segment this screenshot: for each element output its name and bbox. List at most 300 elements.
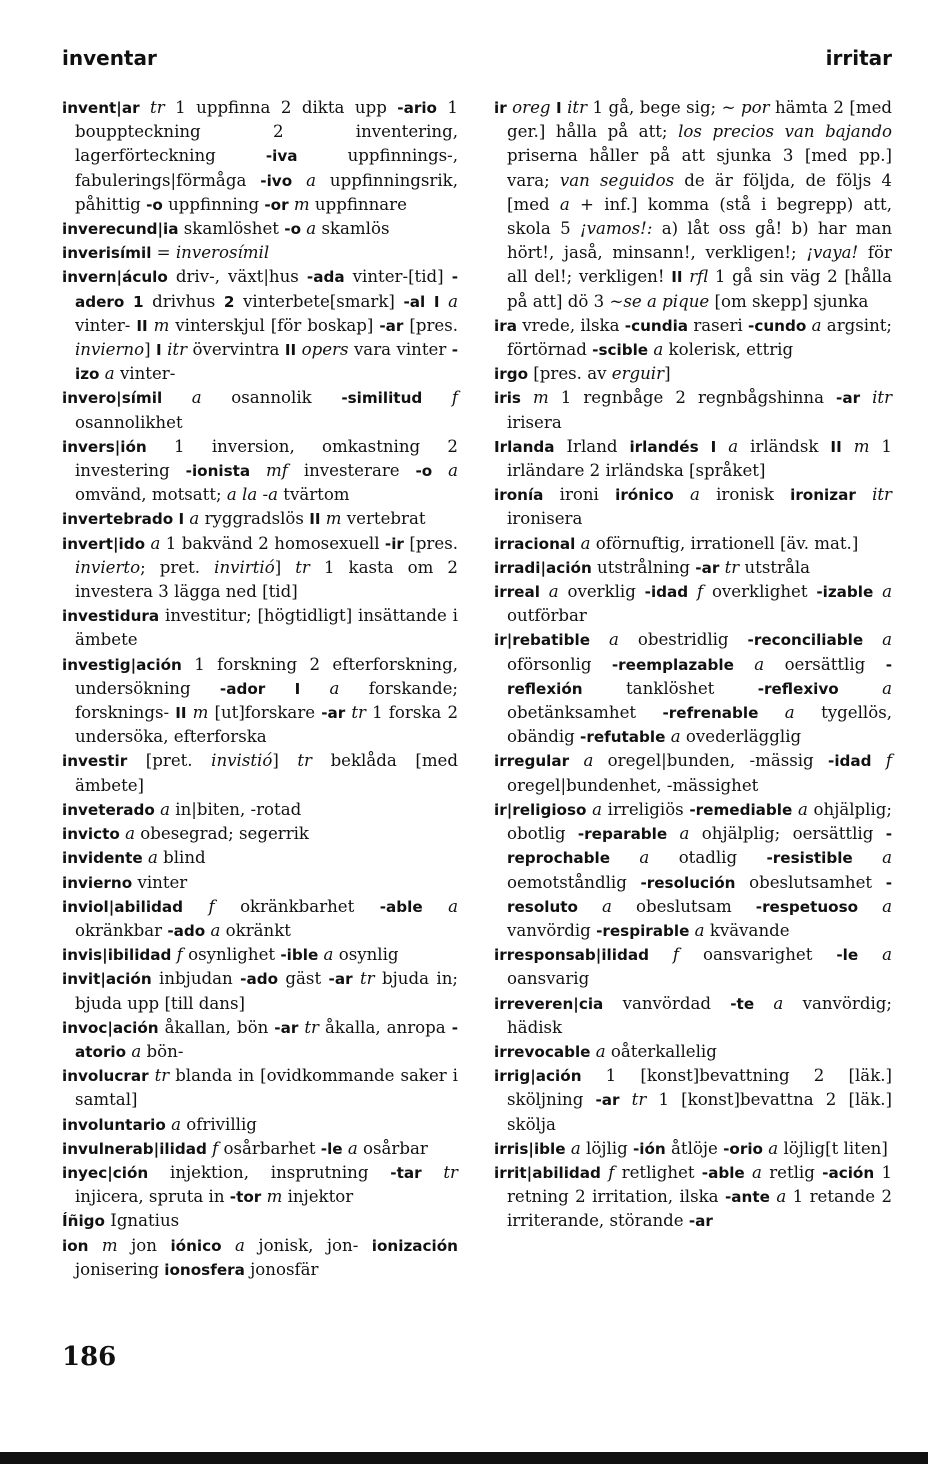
entry-text: forskande; forsknings-: [75, 678, 458, 723]
entry-text: för all del!; verkligen!: [507, 243, 892, 287]
entry-text: ironi: [543, 485, 616, 505]
entry-text: II: [309, 510, 321, 529]
page-header: [62, 46, 892, 80]
dictionary-entry: [62, 1209, 458, 1233]
entry-text: -cundia: [624, 316, 689, 335]
dictionary-entry: [494, 943, 892, 991]
entry-text: 1 bouppteckning 2 inventering, lagerförteckning: [75, 98, 458, 166]
entry-text: oåterkallelig: [610, 1041, 717, 1061]
entry-text: -ante: [724, 1188, 770, 1207]
entry-text: a: [769, 1187, 793, 1207]
entry-text: a: [689, 920, 710, 940]
dictionary-entry: [62, 435, 458, 508]
dictionary-entry: [494, 483, 892, 531]
dictionary-entry: [494, 992, 892, 1040]
entry-text: m: [520, 388, 561, 408]
entry-headword: irreal: [494, 583, 540, 602]
dictionary-entry: [494, 580, 892, 628]
entry-text: 1 inversion, omkastning 2 investering: [75, 436, 458, 481]
entry-text: obetänksamhet: [507, 703, 663, 723]
entry-text: oansvarighet: [703, 945, 837, 965]
entry-headword: involucrar: [62, 1067, 149, 1086]
entry-text: -reconciliable: [747, 631, 864, 650]
entry-text: -respetuoso: [755, 897, 859, 916]
entry-text: driv-, växt|hus: [167, 267, 307, 287]
entry-text: a: [184, 509, 205, 529]
entry-text: injektion, insprutning: [148, 1162, 391, 1182]
entry-text: löjlig[t liten]: [783, 1138, 888, 1158]
entry-text: tanklöshet: [582, 678, 758, 698]
entry-headword: involuntario: [62, 1115, 166, 1134]
entry-text: a: [863, 630, 892, 650]
entry-text: -te: [730, 994, 755, 1013]
entry-text: a: [126, 1041, 147, 1061]
entry-text: tr: [295, 557, 324, 577]
dictionary-entry: [62, 749, 458, 797]
entry-text: bjuda in; bjuda upp [till dans]: [75, 969, 459, 1013]
entry-text: ironizar: [790, 486, 856, 505]
entry-text: oersättlig: [784, 654, 886, 674]
entry-headword: irgo: [494, 365, 529, 384]
entry-text: -tor: [229, 1188, 262, 1207]
entry-headword: investig|ación: [62, 655, 182, 674]
entry-text: -resistible: [766, 849, 853, 868]
entry-text: -ionista: [185, 462, 251, 481]
entry-text: ~se a pique: [609, 291, 715, 311]
entry-text: a: [754, 993, 803, 1013]
entry-headword: ir: [494, 99, 507, 117]
entry-text: a: [162, 388, 232, 408]
entry-text: -remediable: [689, 800, 793, 819]
entry-text: a: [569, 751, 608, 771]
entry-text: overklighet: [711, 582, 817, 602]
entry-text: I: [556, 99, 562, 117]
dictionary-entry: [62, 241, 458, 265]
entry-text: investerare: [303, 461, 416, 481]
entry-text: obeslutsamhet: [735, 872, 886, 892]
entry-text: m: [88, 1235, 132, 1255]
entry-text: investitur; [högtidligt] insättande i ämbete: [75, 606, 458, 650]
entry-text: ; pret.: [140, 557, 215, 577]
entry-text: -ario: [397, 99, 437, 117]
dictionary-entry: [494, 532, 892, 556]
entry-text: -iva: [265, 147, 298, 166]
entry-text: -ar: [274, 1018, 299, 1037]
entry-headword: irreveren|cia: [494, 994, 604, 1013]
entry-text: uppfinnings-, fabulerings|förmåga: [75, 146, 458, 190]
entry-text: m: [288, 194, 315, 214]
entry-text: injicera, spruta in: [75, 1187, 230, 1207]
entry-text: irónico: [615, 486, 674, 505]
entry-text: a: [559, 194, 581, 214]
entry-text: II: [830, 437, 842, 456]
dictionary-entry: [62, 1161, 458, 1209]
entry-text: a: [565, 1138, 587, 1158]
entry-text: tr: [719, 557, 745, 577]
entry-text: osårbar: [363, 1138, 428, 1158]
entry-text: inbjudan: [151, 969, 241, 989]
entry-headword: invertebrado I: [62, 510, 185, 529]
entry-text: -refrenable: [662, 704, 759, 723]
entry-text: tr: [345, 703, 373, 723]
entry-headword: invero|símil: [62, 389, 163, 408]
entry-text: a: [744, 1162, 770, 1182]
entry-text: por: [740, 98, 775, 117]
entry-text: -o: [284, 220, 302, 239]
entry-headword: irregular: [494, 752, 570, 771]
entry-headword: irrig|ación: [494, 1067, 582, 1086]
entry-text: skamlös: [321, 219, 390, 239]
entry-text: -reflexivo: [757, 679, 839, 698]
entry-text: -resoluto: [507, 873, 892, 916]
entry-text: outförbar: [507, 606, 587, 626]
entry-headword: irradi|ación: [494, 558, 592, 577]
dictionary-entry: [494, 556, 892, 580]
entry-text: iónico: [170, 1236, 222, 1255]
dictionary-entry: [62, 1016, 458, 1064]
dictionary-entry: [494, 362, 892, 386]
entry-text: ohjälplig; oersättlig: [701, 824, 886, 844]
entry-text: m: [261, 1187, 288, 1207]
entry-text: itr: [855, 485, 892, 505]
entry-text: -reflexión: [507, 655, 892, 698]
entry-text: -orio: [723, 1139, 763, 1158]
entry-text: ionización: [371, 1236, 458, 1255]
entry-text: raseri: [688, 315, 749, 335]
right-column: [494, 96, 892, 1234]
entry-headword: invent|ar: [62, 99, 140, 117]
entry-text: åkallan, bön: [158, 1017, 275, 1037]
entry-text: -ar: [688, 1212, 713, 1231]
entry-text: a: [205, 920, 226, 940]
entry-text: a: [806, 315, 827, 335]
entry-text: kolerisk, ettrig: [668, 340, 794, 360]
entry-text: ironisera: [507, 509, 583, 529]
entry-text: priserna håller på att sjunka 3 [med pp.] vara;: [507, 146, 892, 190]
entry-text: injektor: [287, 1187, 354, 1207]
entry-text: okränkt: [225, 920, 291, 940]
entry-text: retlighet: [621, 1162, 702, 1182]
entry-text: ionosfera: [164, 1260, 245, 1279]
entry-text: gäst: [278, 969, 329, 989]
entry-text: vertebrat: [346, 509, 426, 529]
entry-text: osynlig: [338, 945, 399, 965]
entry-text: vanvördad: [603, 993, 731, 1013]
entry-text: osynlighet: [188, 945, 281, 965]
entry-text: -idad: [644, 583, 689, 602]
entry-text: vanvördig; hädisk: [507, 993, 892, 1037]
entry-text: -izable: [816, 583, 874, 602]
entry-text: a) låt oss gå! b) har man hört!, jaså, minsann!, verkligen!;: [507, 219, 893, 263]
entry-text: 1 bakvänd 2 homosexuell: [165, 533, 385, 553]
entry-text: oregel|bundenhet, -mässighet: [507, 775, 759, 795]
entry-text: itr: [561, 98, 593, 117]
entry-text: itr: [161, 340, 193, 360]
entry-text: f: [871, 751, 892, 771]
entry-text: 1 regnbåge 2 regnbågshinna: [560, 388, 837, 408]
entry-text: 2: [223, 292, 235, 311]
entry-text: 1 forska 2 undersöka, efterforska: [75, 703, 458, 747]
entry-text: m: [147, 315, 176, 335]
entry-text: 1 gå, bege sig; ~: [592, 98, 741, 117]
entry-text: a: [318, 945, 339, 965]
left-column: [62, 96, 458, 1282]
entry-headword: inviol|abilidad: [62, 897, 184, 916]
dictionary-entry: [494, 798, 892, 943]
entry-headword: invierno: [62, 873, 133, 892]
entry-text: beklåda [med ämbete]: [75, 751, 458, 795]
entry-text: a: [852, 848, 892, 868]
entry-headword: ira: [494, 316, 517, 335]
entry-text: a: [154, 799, 176, 819]
dictionary-entry: [62, 1064, 458, 1112]
entry-text: mf: [250, 461, 304, 481]
entry-text: vinter-: [75, 315, 137, 335]
entry-text: tvärtom: [283, 485, 350, 505]
entry-text: otadlig: [678, 848, 767, 868]
page-number: 186: [62, 1342, 117, 1372]
entry-text: utstrålning: [591, 557, 696, 577]
entry-text: vinter: [132, 872, 188, 892]
dictionary-entry: [62, 217, 458, 241]
entry-text: vinter-: [119, 364, 176, 384]
entry-text: f: [422, 388, 458, 408]
entry-text: omvänd, motsatt;: [75, 485, 227, 505]
entry-text: tr: [139, 98, 176, 117]
entry-headword: invert|ido: [62, 534, 146, 553]
entry-text: in|biten, -rotad: [175, 799, 302, 819]
entry-text: åkalla, anropa: [325, 1017, 452, 1037]
entry-text: oregel|bunden, -mässig: [607, 751, 829, 771]
entry-text: -or: [264, 195, 289, 214]
entry-text: 1 irländare 2 irländska [språket]: [507, 436, 892, 481]
entry-text: -ado: [240, 970, 278, 989]
entry-headword: irrevocable: [494, 1042, 591, 1061]
entry-text: ofrivillig: [186, 1114, 257, 1134]
dictionary-entry: [494, 314, 892, 362]
entry-text: inverosímil: [175, 243, 270, 263]
entry-text: erguir: [611, 364, 665, 384]
entry-text: itr: [860, 388, 893, 408]
dictionary-entry: [62, 604, 458, 652]
entry-text: oreg: [506, 98, 556, 117]
entry-text: -able: [379, 897, 423, 916]
entry-text: a: [590, 630, 638, 650]
dictionary-entry: [494, 1040, 892, 1064]
entry-text: -al I: [403, 292, 440, 311]
entry-text: jonisk, jon-: [258, 1235, 372, 1255]
entry-text: ]: [144, 340, 157, 360]
entry-text: a: [539, 582, 568, 602]
entry-text: de är följda, de följs 4 [med: [507, 170, 892, 214]
entry-text: obestridlig: [637, 630, 748, 650]
entry-text: retlig: [769, 1162, 823, 1182]
entry-text: jonosfär: [244, 1259, 319, 1279]
dictionary-entry: [62, 1234, 458, 1282]
entry-text: a: [733, 654, 785, 674]
entry-headword: investidura: [62, 607, 160, 626]
dictionary-entry: [62, 943, 458, 967]
entry-text: -idad: [828, 752, 872, 771]
entry-text: argsint; förtörnad: [507, 315, 893, 360]
entry-text: -adero 1: [75, 268, 458, 311]
entry-text: osårbarhet: [223, 1138, 321, 1158]
entry-text: ]: [274, 557, 296, 577]
entry-text: obesegrad; segerrik: [140, 824, 309, 844]
entry-text: -ador I: [219, 679, 301, 698]
entry-text: a: [858, 896, 892, 916]
entry-headword: inyec|ción: [62, 1163, 149, 1182]
entry-text: Ignatius: [104, 1211, 180, 1231]
entry-text: a: [838, 678, 892, 698]
entry-text: ovederlägglig: [685, 727, 802, 747]
dictionary-entry: [62, 653, 458, 750]
entry-headword: inverisímil: [62, 244, 152, 263]
dictionary-entry: [494, 1064, 892, 1137]
entry-text: -similitud: [341, 389, 423, 408]
dictionary-entry: [62, 265, 458, 386]
entry-text: oemotståndlig: [507, 872, 641, 892]
dictionary-entry: [62, 895, 458, 943]
entry-text: oförsonlig: [507, 654, 612, 674]
entry-text: f: [183, 896, 241, 916]
entry-headword: irracional: [494, 534, 576, 553]
dictionary-entry: [62, 967, 458, 1015]
entry-text: II: [671, 268, 683, 287]
entry-headword: invicto: [62, 825, 120, 844]
entry-headword: invit|ación: [62, 970, 152, 989]
entry-text: övervintra: [192, 340, 285, 360]
entry-text: -ar: [595, 1091, 620, 1110]
entry-text: tr: [421, 1162, 458, 1182]
entry-text: van seguidos: [559, 170, 685, 190]
entry-text: löjlig: [586, 1138, 633, 1158]
entry-text: a: [301, 219, 322, 239]
entry-text: tr: [297, 751, 331, 771]
entry-text: osannolikhet: [75, 412, 183, 432]
entry-text: -ar: [695, 558, 720, 577]
entry-text: f: [600, 1162, 622, 1182]
right-guide-word: irritar: [825, 46, 892, 70]
dictionary-entry: [494, 749, 892, 797]
entry-text: -scible: [592, 341, 649, 360]
entry-text: tr: [298, 1017, 325, 1037]
entry-text: a: [422, 896, 458, 916]
entry-headword: ir|rebatible: [494, 631, 590, 650]
entry-text: -ado: [167, 921, 206, 940]
entry-text: -reprochable: [507, 825, 892, 868]
entry-text: =: [151, 243, 176, 263]
dictionary-entry: [62, 822, 458, 846]
entry-text: f: [648, 945, 703, 965]
entry-headword: invis|ibilidad: [62, 946, 172, 965]
entry-text: overklig: [567, 582, 645, 602]
entry-headword: ion: [62, 1236, 89, 1255]
entry-text: 1 retande 2 irriterande, störande: [507, 1187, 892, 1231]
entry-text: -le: [320, 1139, 343, 1158]
left-guide-word: inventar: [62, 46, 157, 70]
entry-text: a: [145, 533, 166, 553]
entry-text: Irland: [554, 436, 630, 456]
dictionary-entry: [494, 1161, 892, 1234]
entry-text: -ada: [306, 268, 345, 287]
entry-text: invierno: [75, 340, 145, 360]
entry-text: -cundo: [748, 316, 807, 335]
entry-text: a: [763, 1138, 784, 1158]
entry-headword: Íñigo: [62, 1212, 105, 1231]
entry-text: + inf.] komma (stå i begrepp) att, skola 5: [507, 194, 892, 239]
entry-headword: invoc|ación: [62, 1018, 159, 1037]
entry-headword: ironía: [494, 486, 544, 505]
entry-text: a: [119, 824, 141, 844]
entry-text: -ación: [822, 1163, 875, 1182]
entry-text: vinterskjul [för boskap]: [175, 315, 380, 335]
entry-text: tr: [148, 1066, 176, 1086]
dictionary-entry: [494, 435, 892, 483]
entry-text: -atorio: [75, 1018, 458, 1061]
scan-edge: [0, 1452, 928, 1464]
entry-text: a: [792, 799, 814, 819]
entry-text: vrede, ilska: [516, 315, 625, 335]
entry-text: okränkbarhet: [240, 896, 380, 916]
entry-text: invistió: [211, 751, 273, 771]
entry-text: m: [320, 509, 347, 529]
dictionary-entry: [62, 1137, 458, 1161]
entry-text: a: [575, 533, 596, 553]
entry-text: ]: [272, 751, 298, 771]
entry-text: jon: [131, 1235, 171, 1255]
dictionary-entry: [494, 628, 892, 749]
entry-text: 1 retning 2 irritation, ilska: [507, 1162, 892, 1207]
entry-text: okränkbar: [75, 920, 168, 940]
entry-text: 1 gå sin väg 2 [hålla på att] dö 3: [507, 267, 892, 311]
dictionary-entry: [62, 846, 458, 870]
dictionary-entry: [62, 798, 458, 822]
entry-text: tr: [619, 1090, 659, 1110]
entry-text: jonisering: [75, 1259, 165, 1279]
entry-text: 1 kasta om 2 investera 3 lägga ned [tid]: [75, 557, 458, 602]
entry-text: a: [648, 340, 669, 360]
entry-text: irisera: [507, 412, 562, 432]
entry-text: åtlöje: [665, 1138, 724, 1158]
entry-text: a: [858, 945, 892, 965]
entry-text: -o: [415, 462, 433, 481]
entry-headword: inveterado: [62, 800, 155, 819]
entry-headword: inverecund|ia: [62, 220, 179, 239]
entry-text: a: [439, 291, 458, 311]
entry-text: [ut]forskare: [214, 703, 322, 723]
entry-text: 1 forskning 2 efterforskning, undersökning: [75, 654, 458, 698]
entry-text: -reparable: [577, 825, 668, 844]
entry-text: a: [99, 364, 120, 384]
entry-text: blanda in [ovidkommande saker i samtal]: [75, 1066, 458, 1110]
entry-text: II: [136, 316, 148, 335]
entry-text: uppfinningsrik, påhittig: [75, 170, 458, 214]
dictionary-entry: [62, 96, 458, 217]
entry-text: utstråla: [744, 557, 811, 577]
entry-text: -tar: [390, 1163, 422, 1182]
entry-text: uppfinning: [162, 194, 265, 214]
entry-text: ¡vaya!: [806, 243, 868, 263]
entry-text: -le: [836, 946, 859, 965]
entry-headword: invidente: [62, 849, 143, 868]
entry-text: -ar: [836, 389, 861, 408]
entry-headword: irresponsab|ilidad: [494, 946, 649, 965]
entry-text: ryggradslös: [204, 509, 310, 529]
entry-headword: irrit|abilidad: [494, 1163, 601, 1182]
dictionary-entry: [62, 1113, 458, 1137]
entry-text: -ión: [632, 1139, 666, 1158]
